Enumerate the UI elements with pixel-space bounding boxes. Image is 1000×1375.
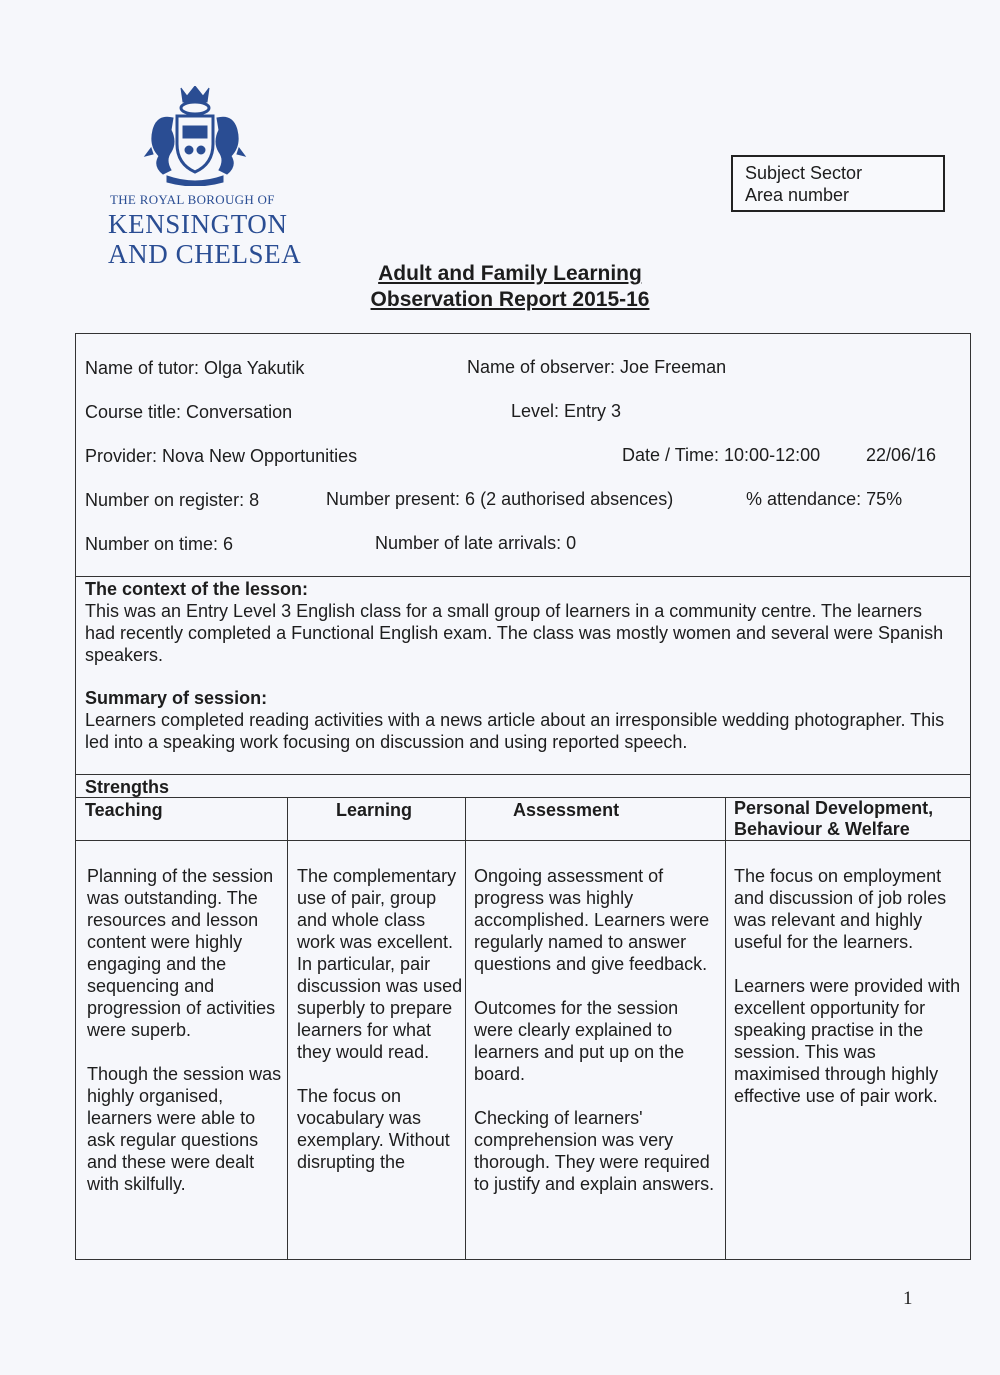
provider: Provider: Nova New Opportunities [85,446,358,466]
royal-borough-crest-icon [143,86,247,186]
strengths-heading: Strengths [85,777,170,797]
learning-column-text [297,865,463,1173]
report-subtitle: Observation Report 2015-16 [370,288,650,311]
assessment-column-heading: Assessment [513,800,620,820]
observer-name: Name of observer: Joe Freeman [467,357,727,377]
assessment-paragraph: Outcomes for the session were clearly explained to learners and put up on the board. [474,998,685,1084]
learning-paragraph: The focus on vocabulary was exemplary. Without disrupting the [297,1086,450,1172]
summary-text: Learners completed reading activities with a news article about an irresponsible wedding photographer. This led into a speaking work focusing on discussion and using reported speech. [85,710,945,752]
column-divider [287,797,288,1260]
number-on-register: Number on register: 8 [85,490,260,510]
divider [76,840,970,841]
borough-name-kensington: KENSINGTON [108,209,288,239]
teaching-paragraph: Though the session was highly organised, learners were able to ask regular questions and these were dealt with skilfully. [87,1064,282,1194]
late-arrivals: Number of late arrivals: 0 [375,533,577,553]
date-time: Date / Time: 10:00-12:00 [622,445,821,465]
teaching-column-heading: Teaching [85,800,163,820]
course-title: Course title: Conversation [85,402,293,422]
personal-development-column-text [734,865,966,1107]
report-title: Adult and Family Learning [378,262,642,285]
learning-paragraph: The complementary use of pair, group and whole class work was excellent. In particular, pair discussion was used superbly to prepare learners for what they would read. [297,866,463,1062]
number-present: Number present: 6 (2 authorised absences) [326,489,674,509]
course-level: Level: Entry 3 [511,401,622,421]
divider [76,576,970,577]
teaching-paragraph: Planning of the session was outstanding. The resources and lesson content were highly engaging and the sequencing and progression of activities were superb. [87,866,276,1040]
attendance-percent: % attendance: 75% [746,489,903,509]
assessment-paragraph: Checking of learners' comprehension was very thorough. They were required to justify and explain answers. [474,1108,715,1194]
observation-date: 22/06/16 [866,445,937,465]
learning-column-heading: Learning [336,800,413,820]
summary-heading: Summary of session: [85,688,268,708]
area-number-label: Area number [745,185,850,205]
column-divider [465,797,466,1260]
context-text: This was an Entry Level 3 English class for a small group of learners in a community centre. The learners had recently completed a Functional English exam. The class was mostly women and several were Spanish speakers. [85,601,944,665]
divider [76,774,970,775]
borough-name-small: THE ROYAL BOROUGH OF [110,192,275,207]
report-form [75,333,971,1260]
page-number: 1 [903,1288,913,1309]
assessment-paragraph: Ongoing assessment of progress was highly accomplished. Learners were regularly named to answer questions and give feedback. [474,866,710,974]
tutor-name: Name of tutor: Olga Yakutik [85,358,305,378]
borough-name-chelsea: AND CHELSEA [108,239,302,269]
teaching-column-text [87,865,283,1195]
context-heading: The context of the lesson: [85,579,309,599]
assessment-column-text [474,865,720,1195]
personal-development-paragraph: The focus on employment and discussion of job roles was relevant and highly useful for the learners. [734,866,947,952]
personal-development-paragraph: Learners were provided with excellent opportunity for speaking practise in the session. This was maximised through highly effective use of pair work. [734,976,961,1106]
subject-sector-label: Subject Sector [745,163,863,183]
column-divider [725,797,726,1260]
personal-development-column-heading: Personal Development, Behaviour & Welfare [734,798,934,839]
number-on-time: Number on time: 6 [85,534,234,554]
subject-sector-box [731,155,945,212]
